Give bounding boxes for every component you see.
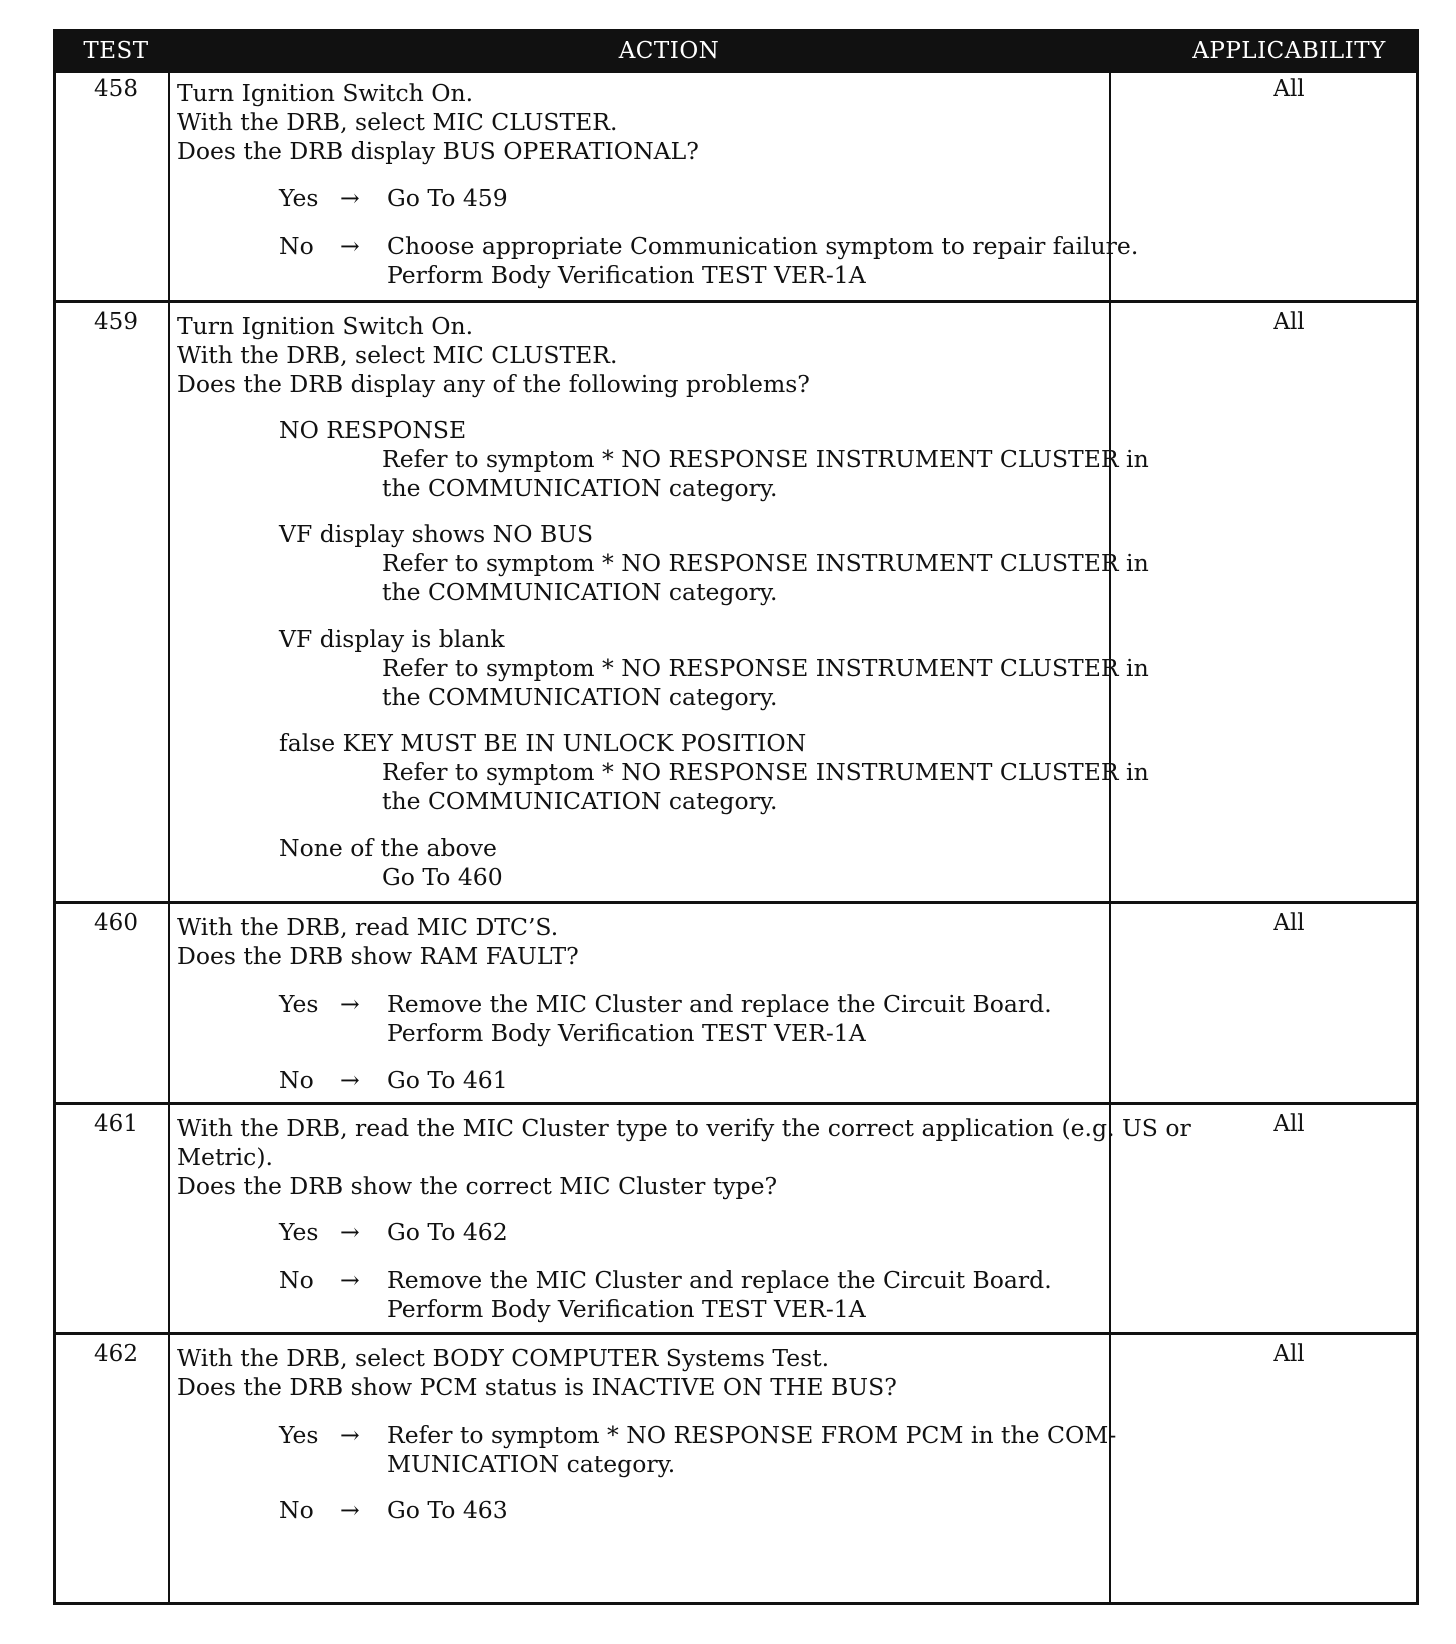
option-label: VF display shows NO BUS: [279, 520, 594, 548]
arrow-icon: →: [340, 990, 360, 1018]
branch-text: Go To 462: [387, 1218, 508, 1246]
applicability: All: [1273, 910, 1305, 936]
option-label: false KEY MUST BE IN UNLOCK POSITION: [279, 729, 807, 757]
action-line: With the DRB, read MIC DTC’S.: [177, 913, 559, 941]
option-text: the COMMUNICATION category.: [382, 683, 778, 711]
test-number: 462: [94, 1341, 138, 1367]
branch-text: Perform Body Verification TEST VER-1A: [387, 1019, 866, 1047]
option-text: Refer to symptom * NO RESPONSE INSTRUMENT CLUSTER in: [382, 758, 1149, 786]
action-line: Does the DRB show the correct MIC Cluster type?: [177, 1172, 778, 1200]
arrow-icon: →: [340, 184, 360, 212]
action-line: Turn Ignition Switch On.: [177, 79, 474, 107]
table-row: [56, 70, 1416, 303]
branch-text: Remove the MIC Cluster and replace the Circuit Board.: [387, 990, 1052, 1018]
table-row: [56, 901, 1416, 1105]
branch-text: Perform Body Verification TEST VER-1A: [387, 1295, 866, 1323]
test-number: 458: [94, 76, 138, 102]
test-table: [53, 29, 1419, 1605]
option-text: Go To 460: [382, 863, 503, 891]
option-text: Refer to symptom * NO RESPONSE INSTRUMENT CLUSTER in: [382, 654, 1149, 682]
applicability: All: [1273, 76, 1305, 102]
arrow-icon: →: [340, 232, 360, 260]
action-line: With the DRB, select MIC CLUSTER.: [177, 108, 618, 136]
branch-text: Refer to symptom * NO RESPONSE FROM PCM in the COM-: [387, 1421, 1117, 1449]
table-row: [56, 1102, 1416, 1335]
applicability: All: [1273, 1341, 1305, 1367]
action-line: Does the DRB display any of the following problems?: [177, 370, 810, 398]
arrow-icon: →: [340, 1421, 360, 1449]
test-number: 461: [94, 1111, 138, 1137]
applicability: All: [1273, 309, 1305, 335]
option-text: the COMMUNICATION category.: [382, 787, 778, 815]
table-row: [56, 1332, 1416, 1602]
applicability: All: [1273, 1111, 1305, 1137]
action-line: Turn Ignition Switch On.: [177, 312, 474, 340]
action-line: With the DRB, select BODY COMPUTER Systems Test.: [177, 1344, 830, 1372]
arrow-icon: →: [340, 1266, 360, 1294]
action-line: With the DRB, select MIC CLUSTER.: [177, 341, 618, 369]
branch-answer: No: [279, 232, 314, 260]
option-label: VF display is blank: [279, 625, 505, 653]
header-test: TEST: [83, 38, 149, 64]
action-line: With the DRB, read the MIC Cluster type to verify the correct application (e.g. US or: [177, 1114, 1191, 1142]
option-label: None of the above: [279, 834, 497, 862]
branch-answer: No: [279, 1266, 314, 1294]
arrow-icon: →: [340, 1496, 360, 1524]
option-text: the COMMUNICATION category.: [382, 474, 778, 502]
option-text: the COMMUNICATION category.: [382, 578, 778, 606]
test-number: 459: [94, 309, 138, 335]
table-header: [56, 32, 1416, 73]
branch-text: Remove the MIC Cluster and replace the Circuit Board.: [387, 1266, 1052, 1294]
option-text: Refer to symptom * NO RESPONSE INSTRUMENT CLUSTER in: [382, 549, 1149, 577]
branch-answer: Yes: [279, 184, 319, 212]
action-line: Does the DRB show PCM status is INACTIVE ON THE BUS?: [177, 1373, 897, 1401]
branch-text: Go To 459: [387, 184, 508, 212]
branch-text: Go To 461: [387, 1066, 508, 1094]
branch-answer: Yes: [279, 990, 319, 1018]
arrow-icon: →: [340, 1066, 360, 1094]
action-line: Does the DRB display BUS OPERATIONAL?: [177, 137, 699, 165]
action-line: Metric).: [177, 1143, 273, 1171]
arrow-icon: →: [340, 1218, 360, 1246]
branch-text: Choose appropriate Communication symptom to repair failure.: [387, 232, 1139, 260]
test-number: 460: [94, 910, 138, 936]
branch-text: MUNICATION category.: [387, 1450, 676, 1478]
branch-text: Go To 463: [387, 1496, 508, 1524]
branch-text: Perform Body Verification TEST VER-1A: [387, 261, 866, 289]
branch-answer: Yes: [279, 1421, 319, 1449]
table-row: [56, 300, 1416, 904]
branch-answer: Yes: [279, 1218, 319, 1246]
branch-answer: No: [279, 1066, 314, 1094]
option-label: NO RESPONSE: [279, 416, 467, 444]
header-applicability: APPLICABILITY: [1192, 38, 1386, 64]
header-action: ACTION: [618, 38, 720, 64]
action-line: Does the DRB show RAM FAULT?: [177, 942, 579, 970]
branch-answer: No: [279, 1496, 314, 1524]
option-text: Refer to symptom * NO RESPONSE INSTRUMENT CLUSTER in: [382, 445, 1149, 473]
